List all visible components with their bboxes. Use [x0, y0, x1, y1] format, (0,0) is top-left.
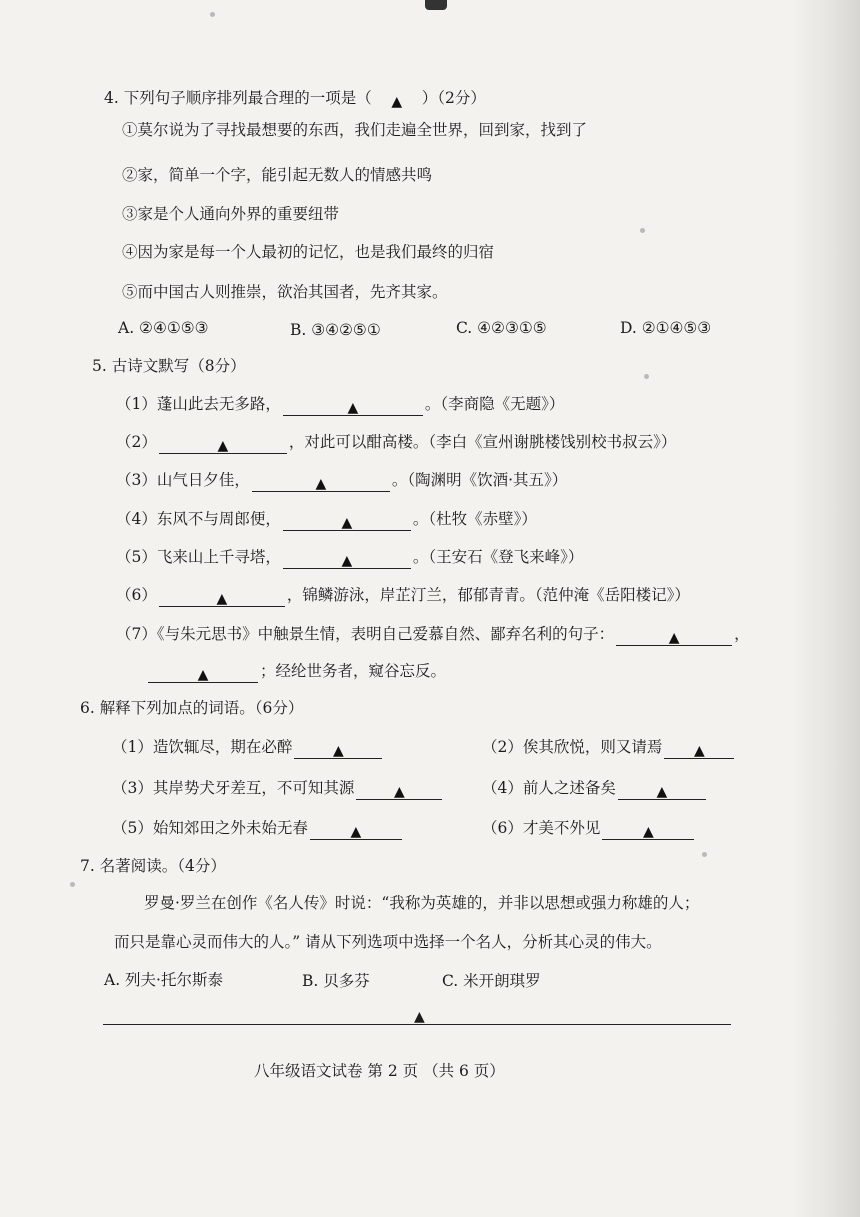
q6-item-4-blank[interactable]: [618, 781, 706, 800]
scan-speck: [70, 882, 75, 887]
q5-item-5-blank[interactable]: [283, 550, 411, 569]
scan-speck: [640, 228, 645, 233]
q4-question: [104, 88, 486, 109]
q5-item-8-blank[interactable]: [148, 664, 258, 683]
q7-title: 7. 名著阅读。（4分）: [80, 857, 226, 875]
q5-item-6: [116, 585, 690, 607]
answer-mark-icon: ▲: [315, 476, 327, 492]
q5-item-4: [116, 509, 537, 531]
q5-item-5: [116, 547, 583, 569]
answer-mark-icon: ▲: [216, 591, 228, 607]
q7-paragraph-2: 而只是靠心灵而伟大的人。” 请从下列选项中选择一个名人，分析其心灵的伟大。: [114, 933, 662, 951]
q5-item-6-after: ，锦鳞游泳，岸芷汀兰，郁郁青青。（范仲淹《岳阳楼记》）: [286, 586, 690, 604]
q5-item-1-blank[interactable]: [283, 397, 423, 416]
scan-speck: [644, 374, 649, 379]
scan-speck: [702, 852, 707, 857]
q5-item-2: [116, 432, 676, 454]
q5-item-3: [116, 470, 567, 492]
q5-item-4-after: 。（杜牧《赤壁》）: [412, 510, 537, 528]
answer-mark-icon: ▲: [391, 94, 403, 110]
q6-item-2-blank[interactable]: [664, 740, 734, 759]
q7-paragraph-1: 罗曼·罗兰在创作《名人传》时说：“我称为英雄的，并非以思想或强力称雄的人；: [144, 894, 700, 912]
page-footer: 八年级语文试卷 第 2 页 （共 6 页）: [254, 1062, 505, 1080]
q5-item-6-before: （6）: [116, 586, 157, 604]
answer-mark-icon: ▲: [197, 667, 209, 683]
q4-option-d[interactable]: D. ②①④⑤③: [620, 319, 712, 337]
q7-option-b[interactable]: B. 贝多芬: [302, 972, 370, 990]
q5-title: 5. 古诗文默写（8分）: [92, 357, 246, 375]
q5-item-1-after: 。（李商隐《无题》）: [424, 395, 565, 413]
q6-item-4-text: （4）前人之述备矣: [482, 779, 616, 797]
q5-item-3-after: 。（陶渊明《饮酒·其五》）: [391, 471, 568, 489]
answer-mark-icon: ▲: [656, 784, 668, 800]
q7-option-c[interactable]: C. 米开朗琪罗: [442, 972, 541, 990]
q5-item-3-blank[interactable]: [252, 473, 390, 492]
q4-suffix: ）（2分）: [421, 89, 486, 107]
q4-sentence-1: ①莫尔说为了寻找最想要的东西，我们走遍全世界，回到家，找到了: [122, 121, 588, 139]
q6-item-3-text: （3）其岸势犬牙差互，不可知其源: [112, 779, 355, 797]
q4-option-a[interactable]: A. ②④①⑤③: [118, 319, 209, 337]
answer-mark-icon: ▲: [414, 1009, 425, 1025]
answer-mark-icon: ▲: [350, 824, 362, 840]
q6-item-2: [482, 737, 736, 759]
q5-item-7-before: （7）《与朱元思书》中触景生情，表明自己爱慕自然、鄙弃名利的句子：: [116, 625, 615, 643]
q6-item-6-text: （6）才美不外见: [482, 819, 601, 837]
q5-item-8-after: ；经纶世务者，窥谷忘反。: [260, 662, 447, 680]
q4-option-b[interactable]: B. ③④②⑤①: [290, 321, 381, 339]
q5-item-4-blank[interactable]: [283, 512, 411, 531]
q5-item-7-after: ，: [734, 625, 750, 643]
q5-item-2-blank[interactable]: [159, 435, 287, 454]
q4-sentence-5: ⑤而中国古人则推崇，欲治其国者，先齐其家。: [122, 283, 448, 301]
q6-item-3: [112, 778, 444, 800]
answer-mark-icon: ▲: [341, 515, 353, 531]
q5-item-7-blank[interactable]: [616, 627, 732, 646]
q6-item-5: [112, 818, 404, 840]
q6-item-1-blank[interactable]: [294, 740, 382, 759]
q5-item-7-continued: [146, 661, 446, 683]
q5-item-3-before: （3）山气日夕佳，: [116, 471, 250, 489]
q4-sentence-2: ②家，简单一个字，能引起无数人的情感共鸣: [122, 166, 433, 184]
answer-mark-icon: ▲: [332, 743, 344, 759]
q5-item-5-after: 。（王安石《登飞来峰》）: [412, 548, 584, 566]
scan-shadow: [790, 0, 860, 1217]
q4-option-c[interactable]: C. ④②③①⑤: [456, 319, 547, 337]
q5-item-1: [116, 394, 564, 416]
q6-item-4: [482, 778, 708, 800]
answer-mark-icon: ▲: [217, 438, 229, 454]
answer-mark-icon: ▲: [693, 743, 705, 759]
answer-mark-icon: ▲: [347, 400, 359, 416]
q4-prefix: 4. 下列句子顺序排列最合理的一项是（: [104, 89, 372, 107]
q7-option-a[interactable]: A. 列夫·托尔斯泰: [104, 971, 223, 989]
q5-item-4-before: （4）东风不与周郎便，: [116, 510, 281, 528]
q5-item-5-before: （5）飞来山上千寻塔，: [116, 548, 281, 566]
q4-answer-blank[interactable]: [374, 91, 420, 109]
answer-mark-icon: ▲: [668, 630, 680, 646]
q6-item-1: [112, 737, 384, 759]
scan-speck: [210, 12, 215, 17]
q5-item-2-after: ，对此可以酣高楼。（李白《宣州谢朓楼饯别校书叔云》）: [288, 433, 677, 451]
q6-item-5-text: （5）始知郊田之外未始无春: [112, 819, 308, 837]
q4-sentence-4: ④因为家是每一个人最初的记忆，也是我们最终的归宿: [122, 243, 495, 261]
q5-item-2-before: （2）: [116, 433, 157, 451]
scan-mark: [425, 0, 447, 10]
q6-item-6: [482, 818, 696, 840]
q4-sentence-3: ③家是个人通向外界的重要纽带: [122, 205, 340, 223]
q6-item-6-blank[interactable]: [602, 821, 694, 840]
answer-mark-icon: ▲: [642, 824, 654, 840]
q6-item-1-text: （1）造饮辄尽，期在必醉: [112, 738, 293, 756]
q5-item-7: [116, 624, 750, 646]
q5-item-1-before: （1）蓬山此去无多路，: [116, 395, 281, 413]
q6-item-2-text: （2）俟其欣悦，则又请焉: [482, 738, 663, 756]
q5-item-6-blank[interactable]: [159, 588, 285, 607]
q6-item-3-blank[interactable]: [356, 781, 442, 800]
answer-mark-icon: ▲: [393, 784, 405, 800]
q6-title: 6. 解释下列加点的词语。（6分）: [80, 699, 304, 717]
answer-mark-icon: ▲: [341, 553, 353, 569]
q6-item-5-blank[interactable]: [310, 821, 402, 840]
